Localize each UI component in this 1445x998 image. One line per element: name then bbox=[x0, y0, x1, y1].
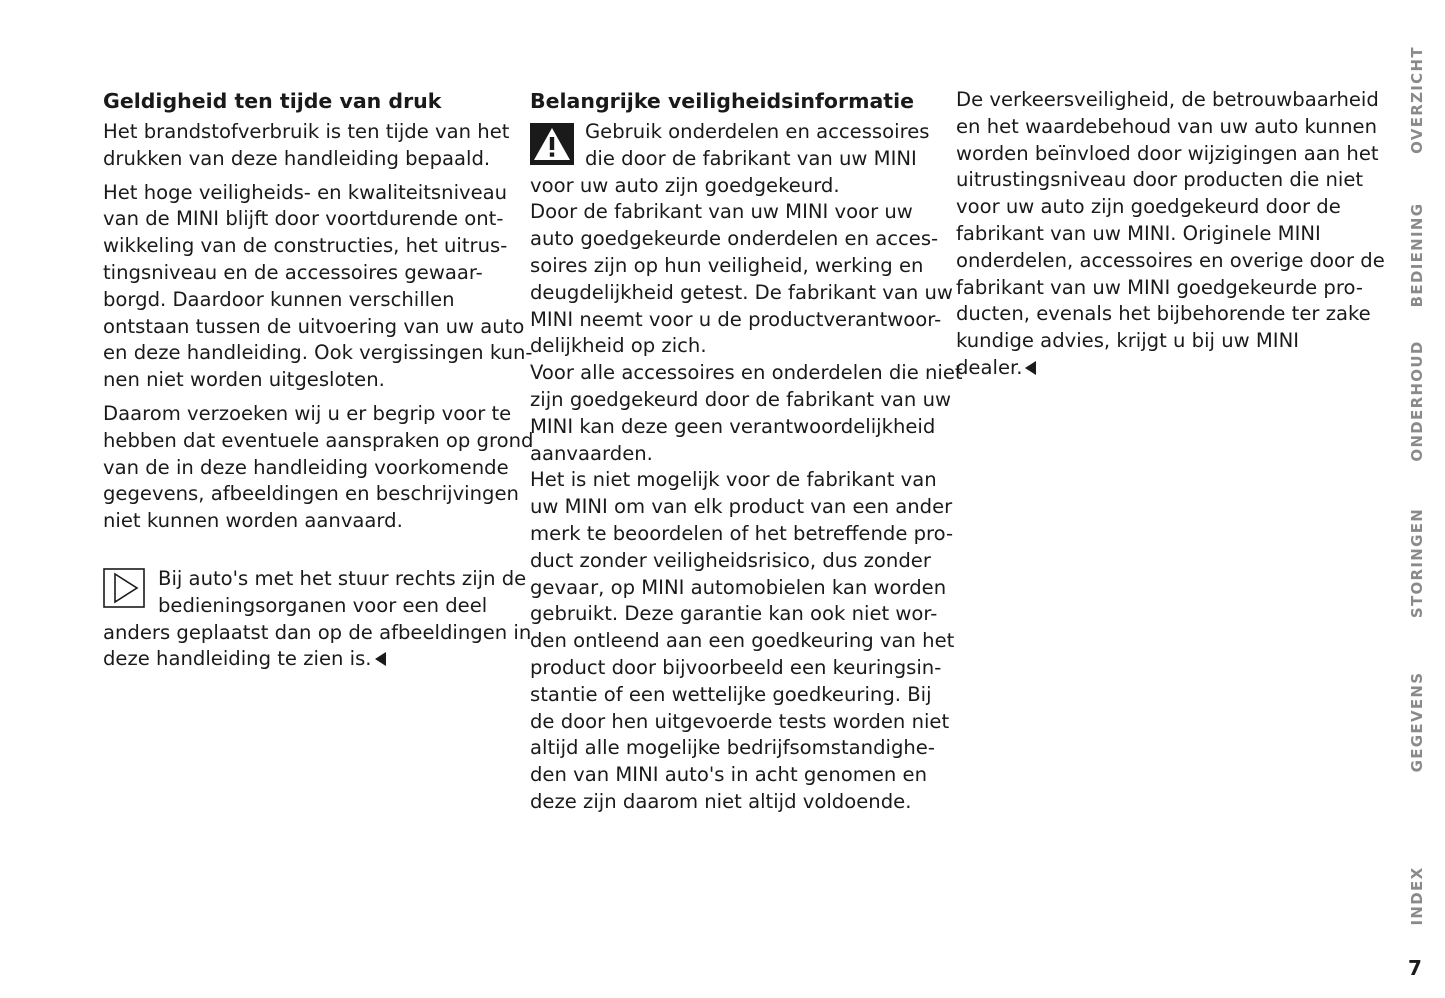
fuel-consumption-paragraph: Het brandstofverbruik is ten tijde van het drukken van deze handleiding bepaald. bbox=[103, 120, 510, 170]
safety-warning: Gebruik onderdelen en accessoires die door de fabrikant van uw MINI voor uw auto zijn goedgekeurd. bbox=[530, 120, 930, 197]
end-marker-icon bbox=[1025, 361, 1036, 375]
quality-paragraph: Het hoge veiligheids- en kwaliteitsniveau van de MINI blijft door voortdurende ont- wikkeling van de constructies, het uitrus- tingsniveau en de accessoires gewaar- borgd. Daardoor kunnen verschillen ontstaan tussen de uitvoering van uw auto en deze handleiding. Ook vergissingen kun- nen niet worden uitgesloten. bbox=[103, 180, 533, 392]
end-marker-icon bbox=[375, 652, 386, 666]
tested-parts-paragraph: Door de fabrikant van uw MINI voor uw auto goedgekeurde onderdelen en acces- soires zijn op hun veiligheid, werking en deugdelijkheid getest. De fabrikant van uw MINI neemt voor u de productverantwoor- delijkheid op zich. bbox=[530, 200, 953, 358]
warning-icon bbox=[530, 123, 574, 165]
road-safety-paragraph: De verkeersveiligheid, de betrouwbaarheid en het waardebehoud van uw auto kunnen worden beïnvloed door wijzigingen aan het uitrustingsniveau door producten die niet voor uw auto zijn goedgekeurd door de fabrikant van uw MINI. Originele MINI onderdelen, accessoires en overige door de fabrikant van uw MINI goedgekeurde pro- ducten, evenals het bijbehorende ter zake kundige advies, krijgt u bij uw MINI dealer. bbox=[956, 88, 1385, 379]
page-number: 7 bbox=[1408, 956, 1422, 980]
other-brands-paragraph: Het is niet mogelijk voor de fabrikant van uw MINI om van elk product van een ander merk te beoordelen of het betreffende pro- duct zonder veiligheidsrisico, dus zonder gevaar, op MINI automobielen kan worden gebruikt. Deze garantie kan ook niet wor- den ontleend aan een goedkeuring van het product door bijvoorbeeld een keuringsin- stantie of een wettelijke goedkeuring. Bij de door hen uitgevoerde tests worden niet altijd alle mogelijke bedrijfsomstandighe- den van MINI auto's in acht genomen en deze zijn daarom niet altijd voldoende. bbox=[530, 468, 955, 813]
non-approved-paragraph: Voor alle accessoires en onderdelen die niet zijn goedgekeurd door de fabrikant van uw MINI kan deze geen verantwoordelijkheid aanvaarden. bbox=[530, 361, 963, 465]
column-road-safety bbox=[956, 87, 1385, 382]
note-arrow-icon bbox=[103, 568, 145, 608]
column-validity bbox=[103, 87, 534, 673]
right-hand-drive-note: Bij auto's met het stuur rechts zijn de bedieningsorganen voor een deel anders geplaatst dan op de afbeeldingen in deze handleiding te zien is. bbox=[103, 566, 532, 671]
safety-heading: Belangrijke veiligheidsinformatie bbox=[530, 89, 915, 113]
claims-paragraph: Daarom verzoeken wij u er begrip voor te hebben dat eventuele aanspraken op grond van de in deze handleiding voorkomende gegevens, afbeeldingen en beschrijvingen niet kunnen worden aanvaard. bbox=[103, 401, 534, 533]
validity-heading: Geldigheid ten tijde van druk bbox=[103, 89, 442, 113]
column-safety bbox=[530, 87, 963, 816]
